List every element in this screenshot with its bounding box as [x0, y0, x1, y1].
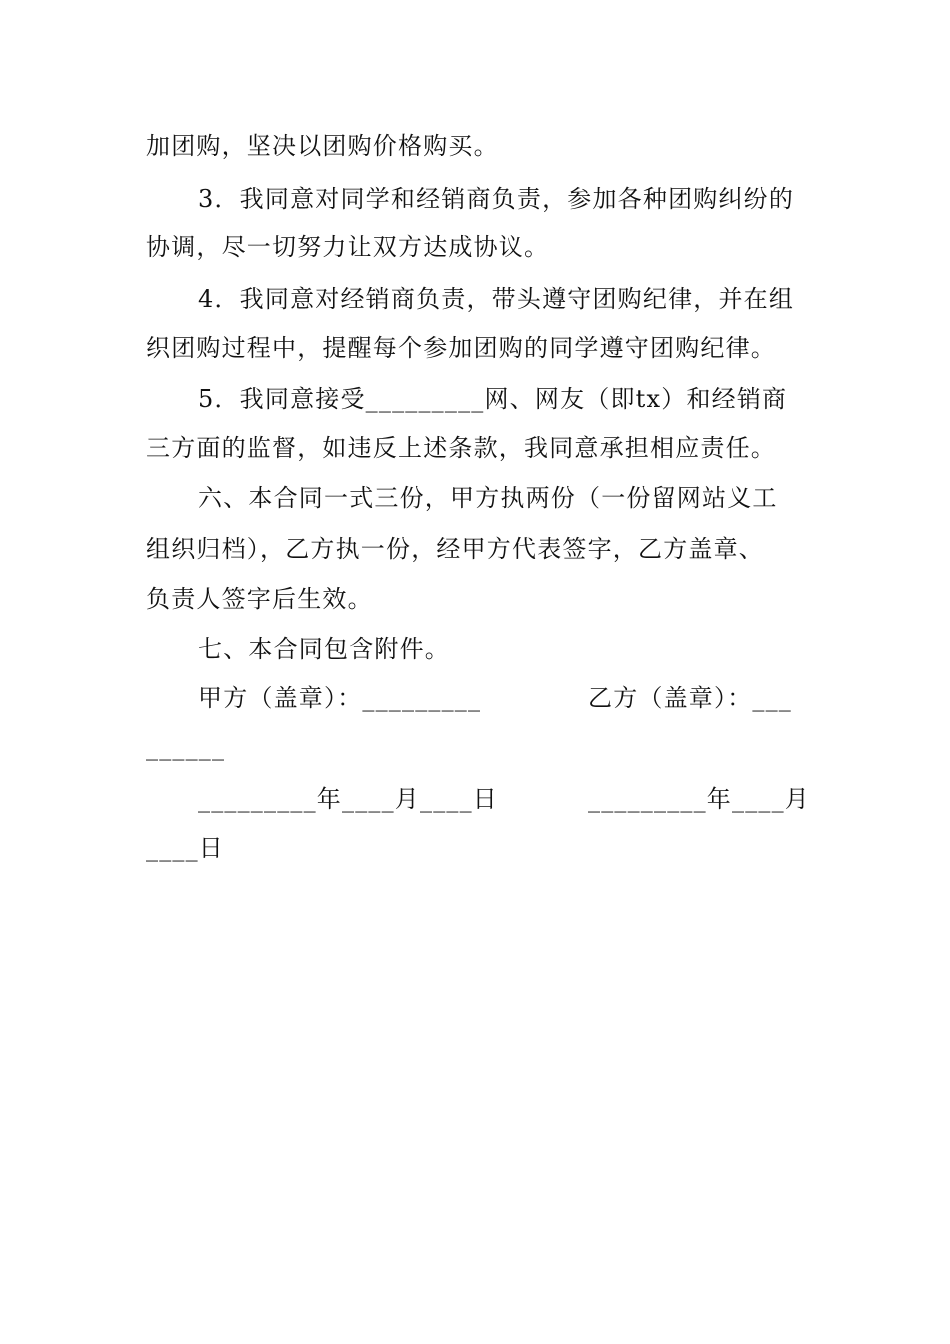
paragraph-line: 4．我同意对经销商负责，带头遵守团购纪律，并在组 [198, 285, 795, 313]
paragraph-line: 三方面的监督，如违反上述条款，我同意承担相应责任。 [146, 434, 776, 462]
party-b-seal-line: 乙方（盖章）：___ [588, 684, 792, 712]
paragraph-line: 5．我同意接受_________网、网友（即tx）和经销商 [198, 385, 788, 413]
paragraph-line: 七、本合同包含附件。 [198, 635, 450, 663]
paragraph-line: 负责人签字后生效。 [146, 585, 373, 613]
party-b-date-line: _________年____月 [588, 785, 810, 813]
paragraph-line: 加团购，坚决以团购价格购买。 [146, 132, 499, 160]
party-a-date-line: _________年____月____日 [198, 785, 498, 813]
paragraph-line: 织团购过程中，提醒每个参加团购的同学遵守团购纪律。 [146, 334, 776, 362]
party-b-date-line-continued: ____日 [146, 834, 224, 862]
paragraph-line: 3．我同意对同学和经销商负责，参加各种团购纠纷的 [198, 185, 795, 213]
paragraph-line: 六、本合同一式三份，甲方执两份（一份留网站义工 [198, 484, 778, 512]
party-b-seal-line-continued: ______ [146, 733, 226, 761]
party-a-seal-line: 甲方（盖章）：_________ [198, 684, 482, 712]
paragraph-line: 组织归档），乙方执一份，经甲方代表签字，乙方盖章、 [146, 535, 764, 563]
paragraph-line: 协调，尽一切努力让双方达成协议。 [146, 233, 550, 261]
